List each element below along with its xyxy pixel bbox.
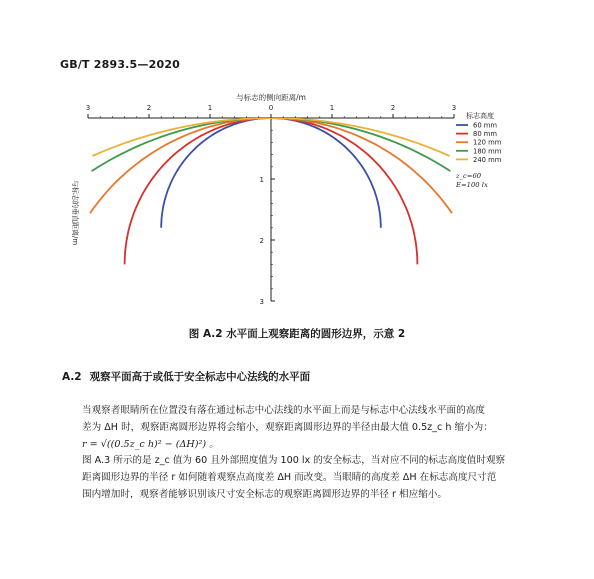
section-number: A.2 <box>62 371 82 383</box>
legend-label: 180 mm <box>473 147 502 156</box>
legend-label: 240 mm <box>473 155 502 164</box>
paragraph-2-line-2: 距离圆形边界的半径 r 如何随着观察点高度差 ΔH 而改变。当眼睛的高度差 ΔH 在标志高度尺寸范 <box>82 472 497 483</box>
paragraph-1-line-1: 当观察者眼睛所在位置没有落在通过标志中心法线的水平面上而是与标志中心法线水平面的高度 <box>82 405 485 416</box>
paragraph-1-line-2: 差为 ΔH 时，观察距离圆形边界将会缩小，观察距离圆形边界的半径由最大值 0.5z_c h 缩小为： <box>82 422 493 433</box>
y-axis-label: 与标志的垂直距离/m <box>71 179 79 246</box>
x-tick-label: 3 <box>85 104 91 112</box>
y-tick-label: 1 <box>259 176 264 184</box>
radius-formula: r = √((0.5z_c h)² − (ΔH)²) 。 <box>82 439 219 450</box>
legend-label: 60 mm <box>473 121 498 130</box>
legend-label: 80 mm <box>473 130 498 139</box>
x-tick-label: 2 <box>390 104 396 112</box>
paragraph-2-line-1: 图 A.3 所示的是 z_c 值为 60 且外部照度值为 100 lx 的安全标志，当对应不同的标志高度值时观察 <box>82 455 506 466</box>
y-tick-label: 2 <box>259 237 264 245</box>
x-tick-label: 3 <box>451 104 457 112</box>
figure-caption: 图 A.2 水平面上观察距离的圆形边界，示意 2 <box>188 328 406 340</box>
paragraph-2-line-3: 围内增加时，观察者能够识别该尺寸安全标志的观察距离圆形边界的半径 r 相应缩小。 <box>82 489 448 500</box>
legend-note: z_c=60 <box>456 172 482 180</box>
standard-header: GB/T 2893.5—2020 <box>60 58 181 71</box>
legend-title: 标志高度 <box>466 112 494 120</box>
x-axis-label: 与标志的侧向距离/m <box>236 93 306 102</box>
legend-note: E=100 lx <box>456 181 488 189</box>
section-heading <box>62 369 310 384</box>
x-tick-label: 0 <box>268 104 274 112</box>
plot-area <box>71 92 502 306</box>
paragraph-1 <box>82 402 537 453</box>
x-tick-label: 1 <box>207 104 213 112</box>
legend-label: 120 mm <box>473 138 502 147</box>
section-title: 观察平面高于或低于安全标志中心法线的水平面 <box>89 371 311 383</box>
x-tick-label: 1 <box>329 104 335 112</box>
x-tick-label: 2 <box>146 104 152 112</box>
y-tick-label: 3 <box>259 298 264 306</box>
paragraph-2 <box>82 452 537 503</box>
